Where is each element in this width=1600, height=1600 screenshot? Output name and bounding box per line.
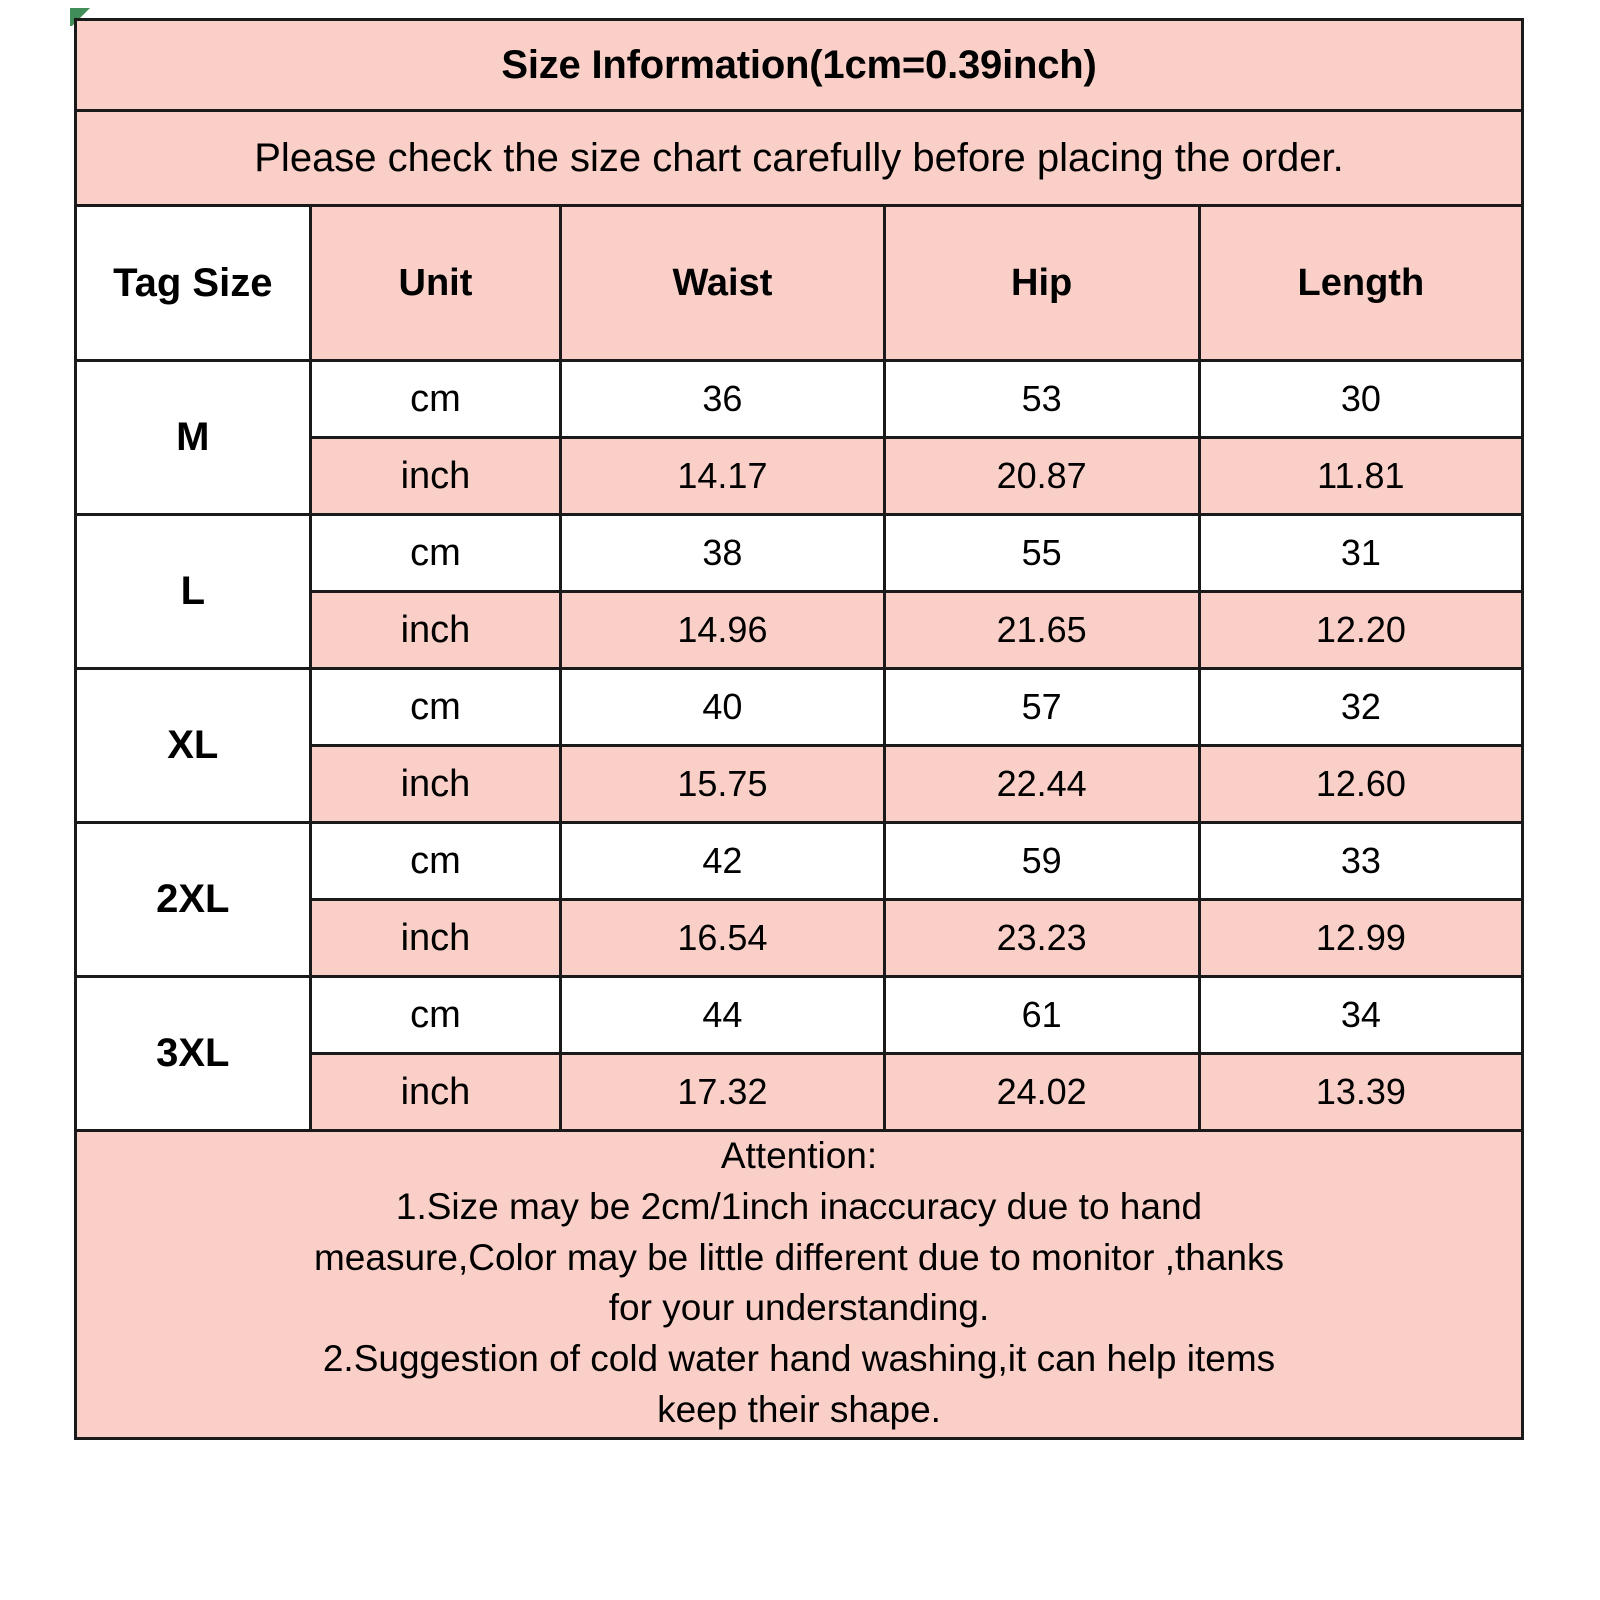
tag-size-value: M bbox=[76, 361, 311, 515]
column-header-unit: Unit bbox=[310, 206, 561, 361]
column-header-length: Length bbox=[1199, 206, 1522, 361]
waist-value-cm: 36 bbox=[561, 361, 884, 438]
hip-value-cm: 57 bbox=[884, 669, 1199, 746]
hip-value-cm: 53 bbox=[884, 361, 1199, 438]
hip-value-cm: 55 bbox=[884, 515, 1199, 592]
attention-line-1: 1.Size may be 2cm/1inch inaccuracy due to hand bbox=[395, 1185, 1203, 1227]
column-header-hip: Hip bbox=[884, 206, 1199, 361]
subtitle-row bbox=[76, 111, 1523, 206]
tag-size-value: L bbox=[76, 515, 311, 669]
waist-value-inch: 17.32 bbox=[561, 1054, 884, 1131]
length-value-cm: 31 bbox=[1199, 515, 1522, 592]
hip-value-inch: 22.44 bbox=[884, 746, 1199, 823]
waist-value-inch: 16.54 bbox=[561, 900, 884, 977]
hip-value-inch: 21.65 bbox=[884, 592, 1199, 669]
length-value-inch: 13.39 bbox=[1199, 1054, 1522, 1131]
table-subtitle: Please check the size chart carefully before placing the order. bbox=[76, 111, 1523, 206]
unit-value-inch: inch bbox=[310, 1054, 561, 1131]
length-value-cm: 34 bbox=[1199, 977, 1522, 1054]
attention-line-3: for your understanding. bbox=[608, 1287, 990, 1329]
waist-value-inch: 14.96 bbox=[561, 592, 884, 669]
column-header-waist: Waist bbox=[561, 206, 884, 361]
hip-value-cm: 61 bbox=[884, 977, 1199, 1054]
hip-value-cm: 59 bbox=[884, 823, 1199, 900]
attention-line-2: measure,Color may be little different due to monitor ,thanks bbox=[313, 1236, 1285, 1278]
waist-value-cm: 42 bbox=[561, 823, 884, 900]
header-row bbox=[76, 206, 1523, 361]
length-value-cm: 33 bbox=[1199, 823, 1522, 900]
unit-value-cm: cm bbox=[310, 515, 561, 592]
size-information-table bbox=[74, 18, 1524, 1440]
table-row bbox=[76, 823, 1523, 900]
waist-value-cm: 40 bbox=[561, 669, 884, 746]
unit-value-inch: inch bbox=[310, 746, 561, 823]
waist-value-cm: 38 bbox=[561, 515, 884, 592]
table-title: Size Information(1cm=0.39inch) bbox=[76, 20, 1523, 111]
length-value-inch: 12.20 bbox=[1199, 592, 1522, 669]
hip-value-inch: 20.87 bbox=[884, 438, 1199, 515]
tag-size-value: 3XL bbox=[76, 977, 311, 1131]
title-row bbox=[76, 20, 1523, 111]
waist-value-cm: 44 bbox=[561, 977, 884, 1054]
unit-value-cm: cm bbox=[310, 669, 561, 746]
column-header-tag-size: Tag Size bbox=[76, 206, 311, 361]
unit-value-cm: cm bbox=[310, 977, 561, 1054]
attention-line-5: keep their shape. bbox=[657, 1389, 941, 1431]
unit-value-cm: cm bbox=[310, 823, 561, 900]
length-value-cm: 32 bbox=[1199, 669, 1522, 746]
unit-value-cm: cm bbox=[310, 361, 561, 438]
tag-size-value: XL bbox=[76, 669, 311, 823]
unit-value-inch: inch bbox=[310, 900, 561, 977]
waist-value-inch: 14.17 bbox=[561, 438, 884, 515]
table-row bbox=[76, 361, 1523, 438]
length-value-cm: 30 bbox=[1199, 361, 1522, 438]
table-row bbox=[76, 977, 1523, 1054]
length-value-inch: 12.60 bbox=[1199, 746, 1522, 823]
length-value-inch: 11.81 bbox=[1199, 438, 1522, 515]
tag-size-value: 2XL bbox=[76, 823, 311, 977]
unit-value-inch: inch bbox=[310, 438, 561, 515]
table-row bbox=[76, 669, 1523, 746]
length-value-inch: 12.99 bbox=[1199, 900, 1522, 977]
attention-heading: Attention: bbox=[720, 1135, 878, 1176]
table-row bbox=[76, 515, 1523, 592]
unit-value-inch: inch bbox=[310, 592, 561, 669]
waist-value-inch: 15.75 bbox=[561, 746, 884, 823]
attention-line-4: 2.Suggestion of cold water hand washing,it can help items bbox=[322, 1338, 1276, 1380]
attention-block bbox=[76, 1131, 1523, 1439]
hip-value-inch: 23.23 bbox=[884, 900, 1199, 977]
attention-row bbox=[76, 1131, 1523, 1439]
hip-value-inch: 24.02 bbox=[884, 1054, 1199, 1131]
